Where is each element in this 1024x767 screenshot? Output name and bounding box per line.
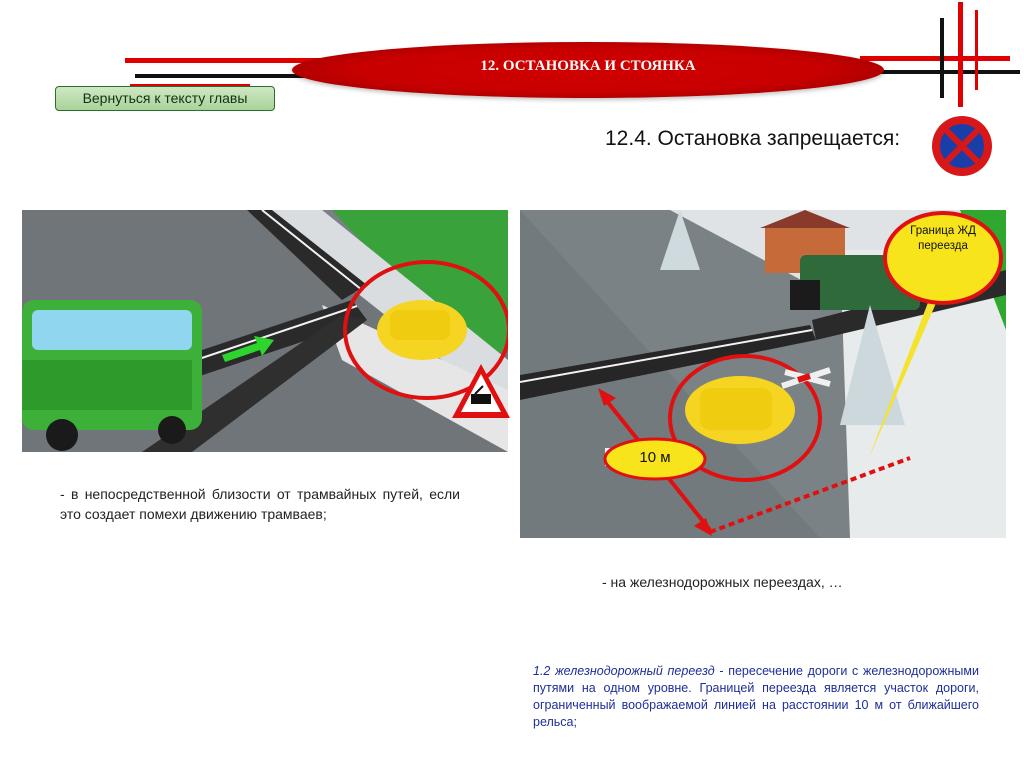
header-vline-red2 (975, 10, 978, 90)
tram-crossing-warning-sign-icon (450, 362, 512, 422)
left-caption: - в непосредственной близости от трамвайных путей, если это создает помехи движению трамваев; (60, 486, 460, 522)
tram-tracks-photo (22, 210, 508, 452)
header-line-right-black (880, 70, 1020, 74)
border-label-text: Граница ЖД переезда (910, 225, 976, 252)
back-to-chapter-button[interactable]: Вернуться к тексту главы (55, 86, 275, 111)
page-title: 12. ОСТАНОВКА И СТОЯНКА (480, 58, 696, 74)
distance-label: 10 м (639, 449, 671, 466)
header-vline-black (940, 18, 944, 98)
no-stopping-sign-icon (930, 114, 994, 178)
right-caption: - на железнодорожных переездах, … (602, 574, 843, 590)
definition-body: - пересечение дороги с железнодорожными путями на одном уровне. Границей переезда является участок дороги, ограниченный воображаемой линией на расстоянии 10 м от ближайшего рельса; (533, 664, 979, 729)
section-subtitle: 12.4. Остановка запрещается: (605, 127, 901, 150)
header-vline-red (958, 2, 963, 107)
definition-text (533, 663, 979, 731)
definition-term: 1.2 железнодорожный переезд (533, 664, 715, 678)
border-label-bubble (880, 208, 1006, 308)
